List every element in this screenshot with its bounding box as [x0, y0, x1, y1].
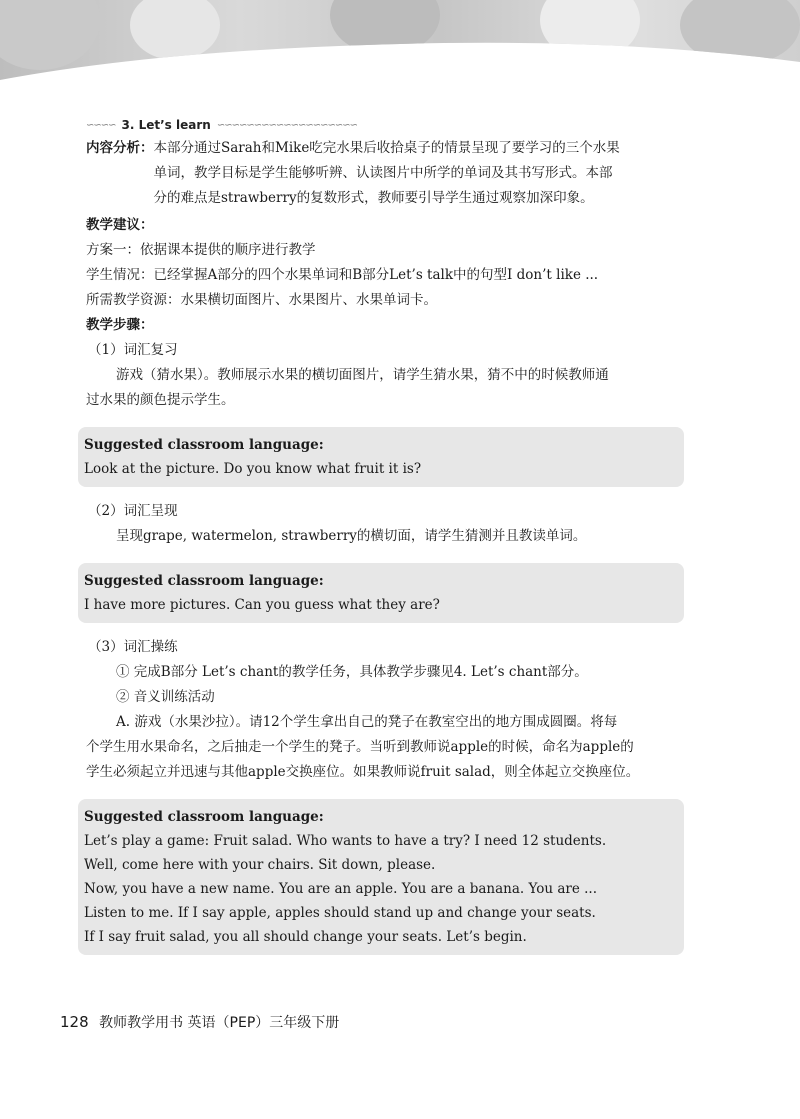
box-title: Suggested classroom language:	[84, 573, 324, 589]
section-heading	[86, 118, 702, 132]
wave-ornament-left: ∽∽∽∽	[86, 119, 116, 131]
page-number: 128	[60, 1013, 89, 1031]
page-content	[86, 118, 702, 967]
step3-item2: ② 音义训练活动	[116, 689, 215, 705]
step2-line: 呈现grape, watermelon, strawberry的横切面，请学生猜测并且教读单词。	[116, 528, 587, 544]
suggestion-heading: 教学建议：	[86, 217, 154, 233]
analysis-line: 分的难点是strawberry的复数形式，教师要引导学生通过观察加深印象。	[153, 190, 594, 206]
header-banner-image	[0, 0, 800, 96]
analysis-label: 内容分析：	[86, 140, 154, 156]
step1-line: 过水果的颜色提示学生。	[86, 392, 235, 408]
classroom-language-box	[78, 799, 684, 955]
flower-decoration	[0, 0, 100, 70]
flower-decoration	[680, 0, 800, 65]
step2-heading: （2）词汇呈现	[88, 503, 178, 519]
box-line: I have more pictures. Can you guess what they are?	[84, 597, 440, 613]
box-line: Now, you have a new name. You are an apple. You are a banana. You are ...	[84, 881, 597, 897]
students-line: 学生情况：已经掌握A部分的四个水果单词和B部分Let’s talk中的句型I don’t like ...	[86, 267, 599, 283]
analysis-line: 本部分通过Sarah和Mike吃完水果后收拾桌子的情景呈现了要学习的三个水果	[153, 140, 620, 156]
flower-decoration	[130, 0, 220, 60]
box-line: Well, come here with your chairs. Sit down, please.	[84, 857, 436, 873]
step3-line: 个学生用水果命名，之后抽走一个学生的凳子。当听到教师说apple的时候，命名为apple的	[86, 739, 634, 755]
classroom-language-box	[78, 563, 684, 623]
classroom-language-box	[78, 427, 684, 487]
flower-decoration	[330, 0, 440, 55]
box-line: Listen to me. If I say apple, apples should stand up and change your seats.	[84, 905, 596, 921]
analysis-body	[154, 136, 620, 211]
resources-line: 所需教学资源：水果横切面图片、水果图片、水果单词卡。	[86, 292, 437, 308]
box-title: Suggested classroom language:	[84, 437, 324, 453]
wave-ornament-right: ∽∽∽∽∽∽∽∽∽∽∽∽∽∽∽∽∽∽∽	[216, 119, 358, 131]
box-line: Look at the picture. Do you know what fruit it is?	[84, 461, 422, 477]
box-line: Let’s play a game: Fruit salad. Who wants to have a try? I need 12 students.	[84, 833, 607, 849]
step3-line: A. 游戏（水果沙拉）。请12个学生拿出自己的凳子在教室空出的地方围成圆圈。将每	[116, 714, 618, 730]
analysis-line: 单词，教学目标是学生能够听辨、认读图片中所学的单词及其书写形式。本部	[153, 165, 613, 181]
flower-decoration	[540, 0, 640, 60]
page-footer	[60, 1012, 339, 1032]
content-analysis	[86, 136, 702, 211]
step3-heading: （3）词汇操练	[88, 639, 178, 655]
book-title: 教师教学用书 英语（PEP）三年级下册	[99, 1015, 340, 1031]
step1-heading: （1）词汇复习	[88, 342, 178, 358]
plan-line: 方案一：依据课本提供的顺序进行教学	[86, 242, 316, 258]
section-title: 3. Let’s learn	[121, 118, 211, 132]
box-line: If I say fruit salad, you all should change your seats. Let’s begin.	[84, 929, 527, 945]
step3-line: 学生必须起立并迅速与其他apple交换座位。如果教师说fruit salad，则全体起立交换座位。	[86, 764, 640, 780]
step1-line: 游戏（猜水果）。教师展示水果的横切面图片，请学生猜水果，猜不中的时候教师通	[116, 367, 609, 383]
box-title: Suggested classroom language:	[84, 809, 324, 825]
step3-item1: ① 完成B部分 Let’s chant的教学任务，具体教学步骤见4. Let’s chant部分。	[116, 664, 588, 680]
steps-heading: 教学步骤：	[86, 317, 154, 333]
